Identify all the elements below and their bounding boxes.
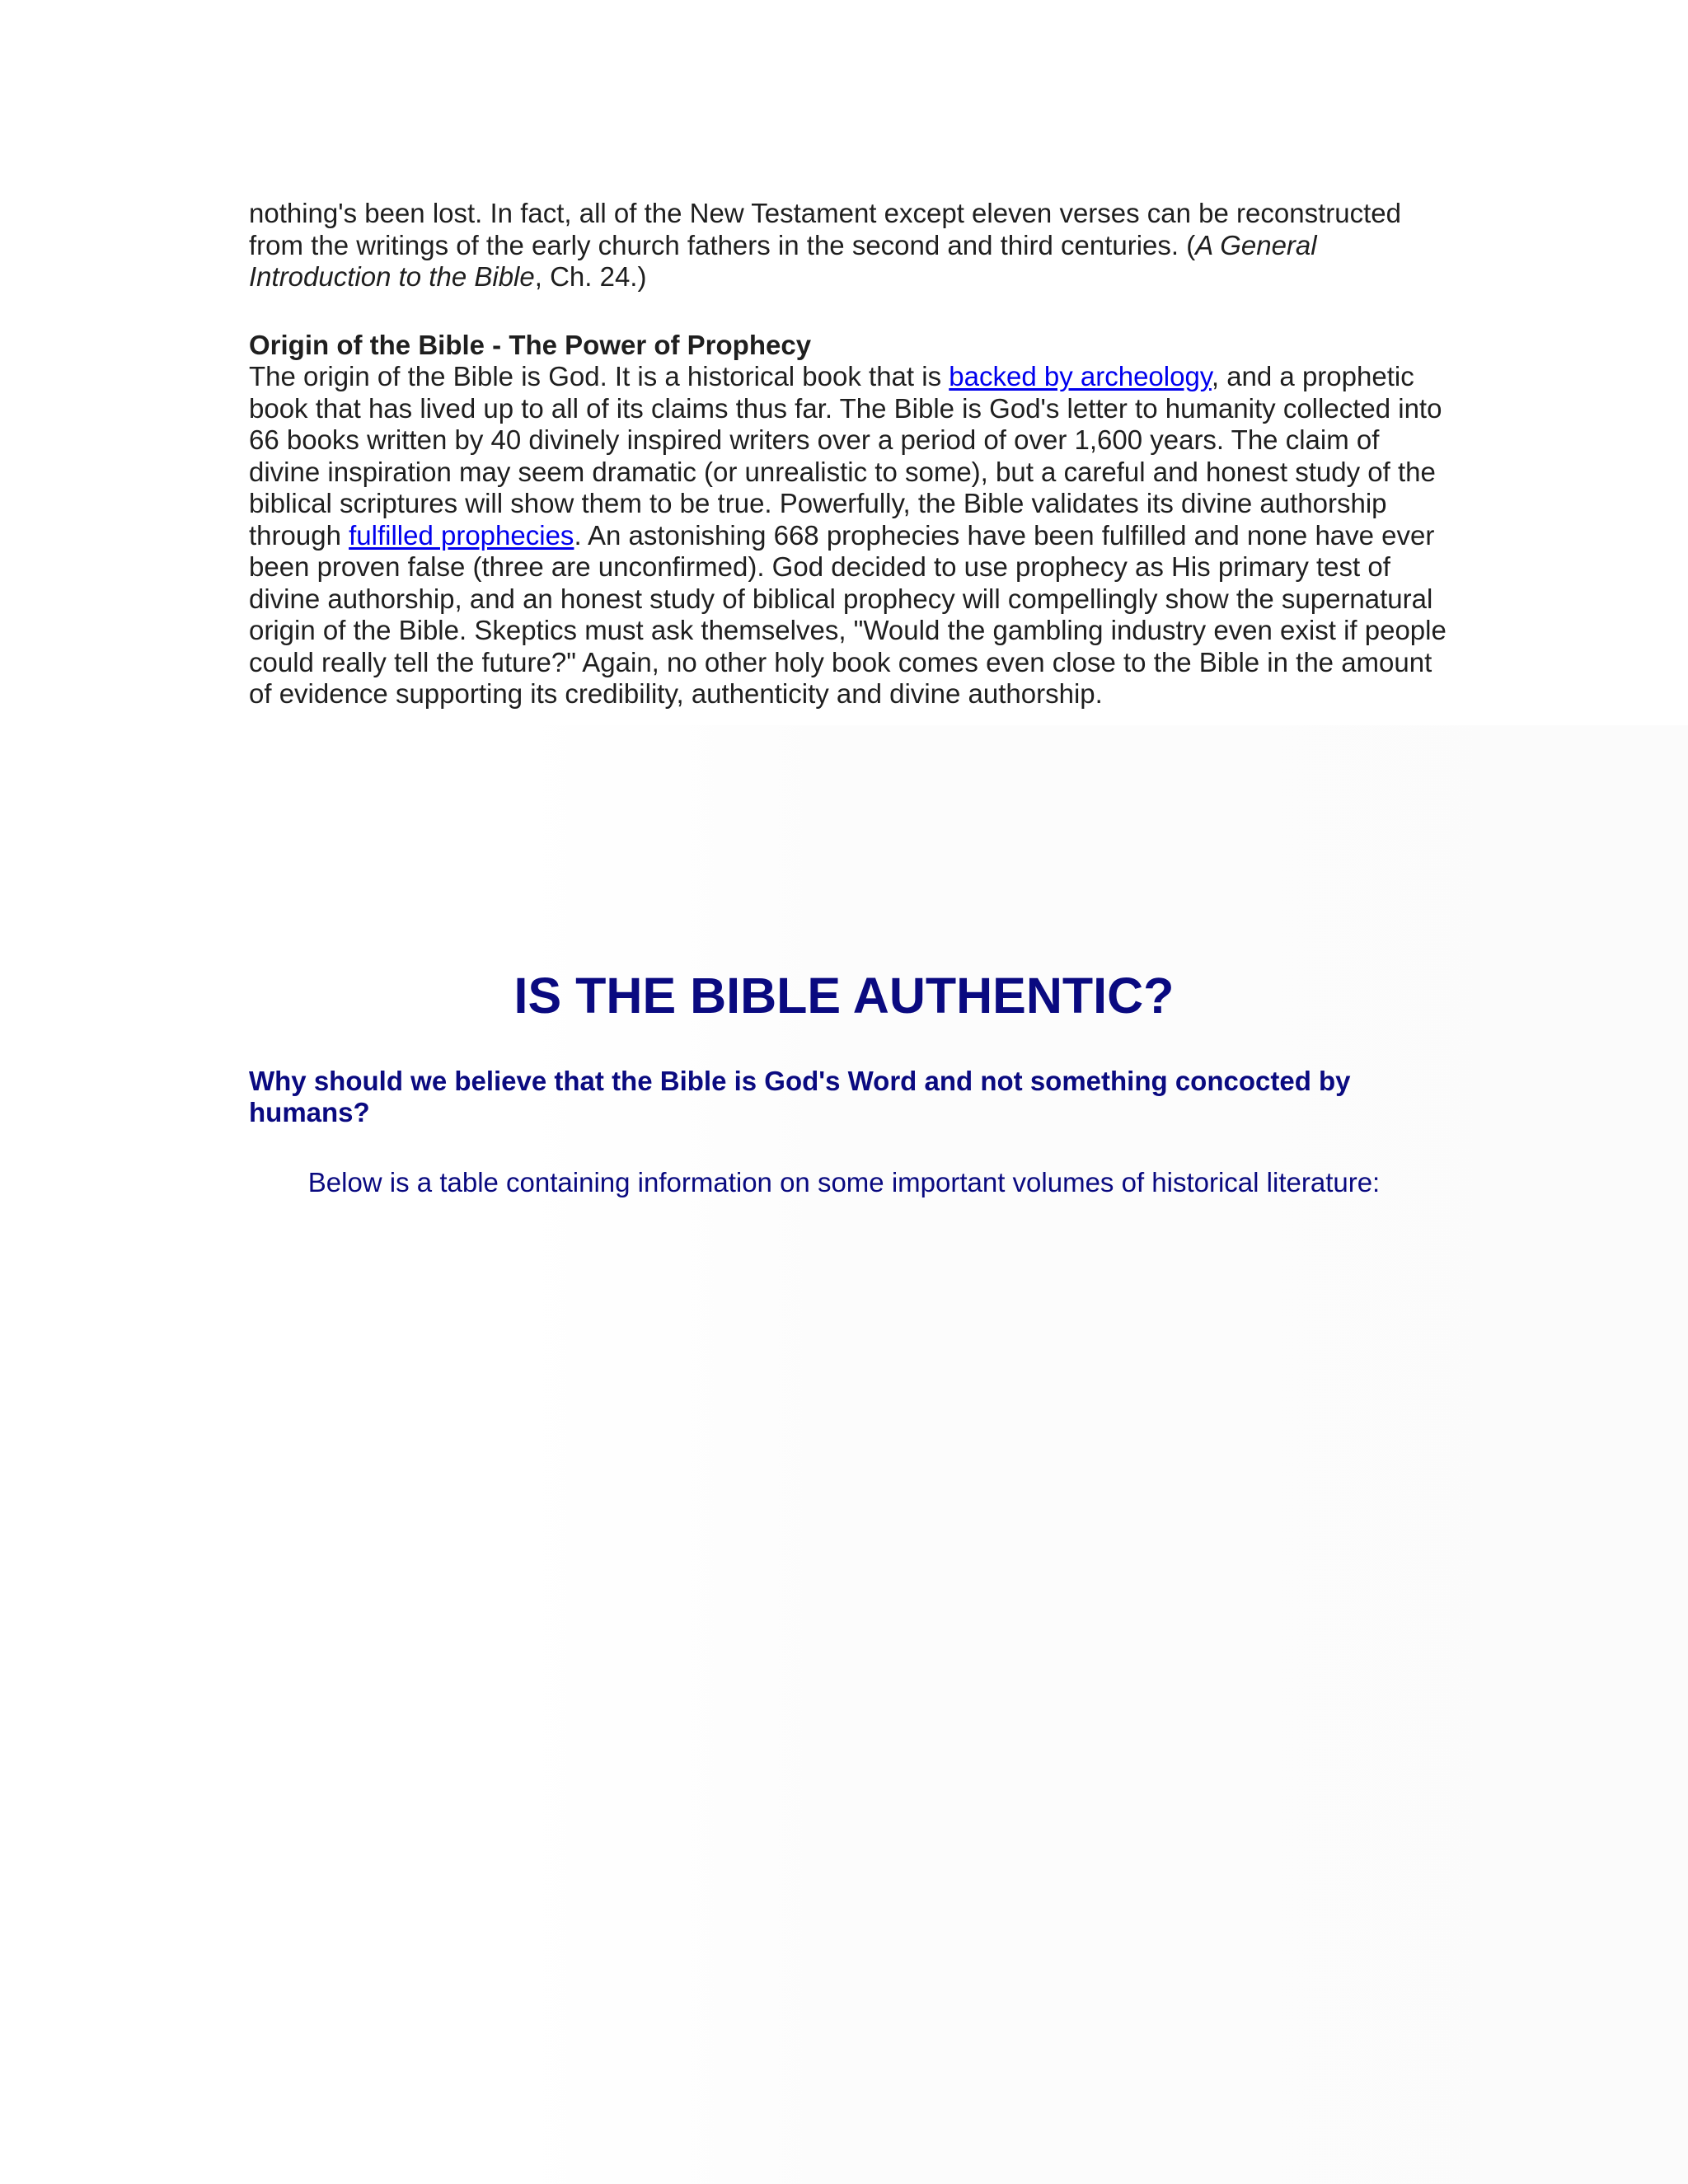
origin-text-3: . An astonishing 668 prophecies have been fulfilled and none have ever been proven false (three are unconfirmed). God decided to use prophecy as His primary test of divine authorship, and an honest study of biblical prophecy will compellingly show the supernatural origin of the Bible. Skeptics must ask themselves, "Would the gambling industry even exist if people could really tell the future?" Again, no other holy book comes even close to the Bible in the amount of evidence supporting its credibility, authenticity and divine authorship. [249, 519, 1447, 709]
table-intro: Below is a table containing information on some important volumes of historical literature: [307, 1167, 1381, 1197]
intro-paragraph [249, 198, 1452, 293]
page-title: IS THE BIBLE AUTHENTIC? [513, 968, 1175, 1024]
archeology-link[interactable]: backed by archeology [949, 361, 1212, 391]
section-heading: Origin of the Bible - The Power of Prophecy [249, 329, 812, 360]
intro-text: nothing's been lost. In fact, all of the New Testament except eleven verses can be reconstructed from the writings of the early church fathers in the second and third centuries. ( [249, 198, 1401, 260]
origin-text-1: The origin of the Bible is God. It is a historical book that is [249, 361, 950, 391]
origin-text-2: , and a prophetic book that has lived up to all of its claims thus far. The Bible is God's letter to humanity collected into 66 books written by 40 divinely inspired writers over a period of over 1,600 years. The claim of divine inspiration may seem dramatic (or unrealistic to some), but a careful and honest study of the biblical scriptures will show them to be true. Powerfully, the Bible validates its divine authorship through [249, 361, 1442, 551]
book-title: A General Introduction to the Bible [249, 229, 1317, 292]
citation-suffix: , Ch. 24.) [534, 261, 647, 292]
article-body [249, 198, 1452, 710]
page-background-shade [511, 725, 1688, 2184]
origin-paragraph [249, 361, 1452, 710]
subtitle-question: Why should we believe that the Bible is God's Word and not something concocted by humans? [249, 1066, 1351, 1127]
prophecies-link[interactable]: fulfilled prophecies [349, 519, 574, 551]
